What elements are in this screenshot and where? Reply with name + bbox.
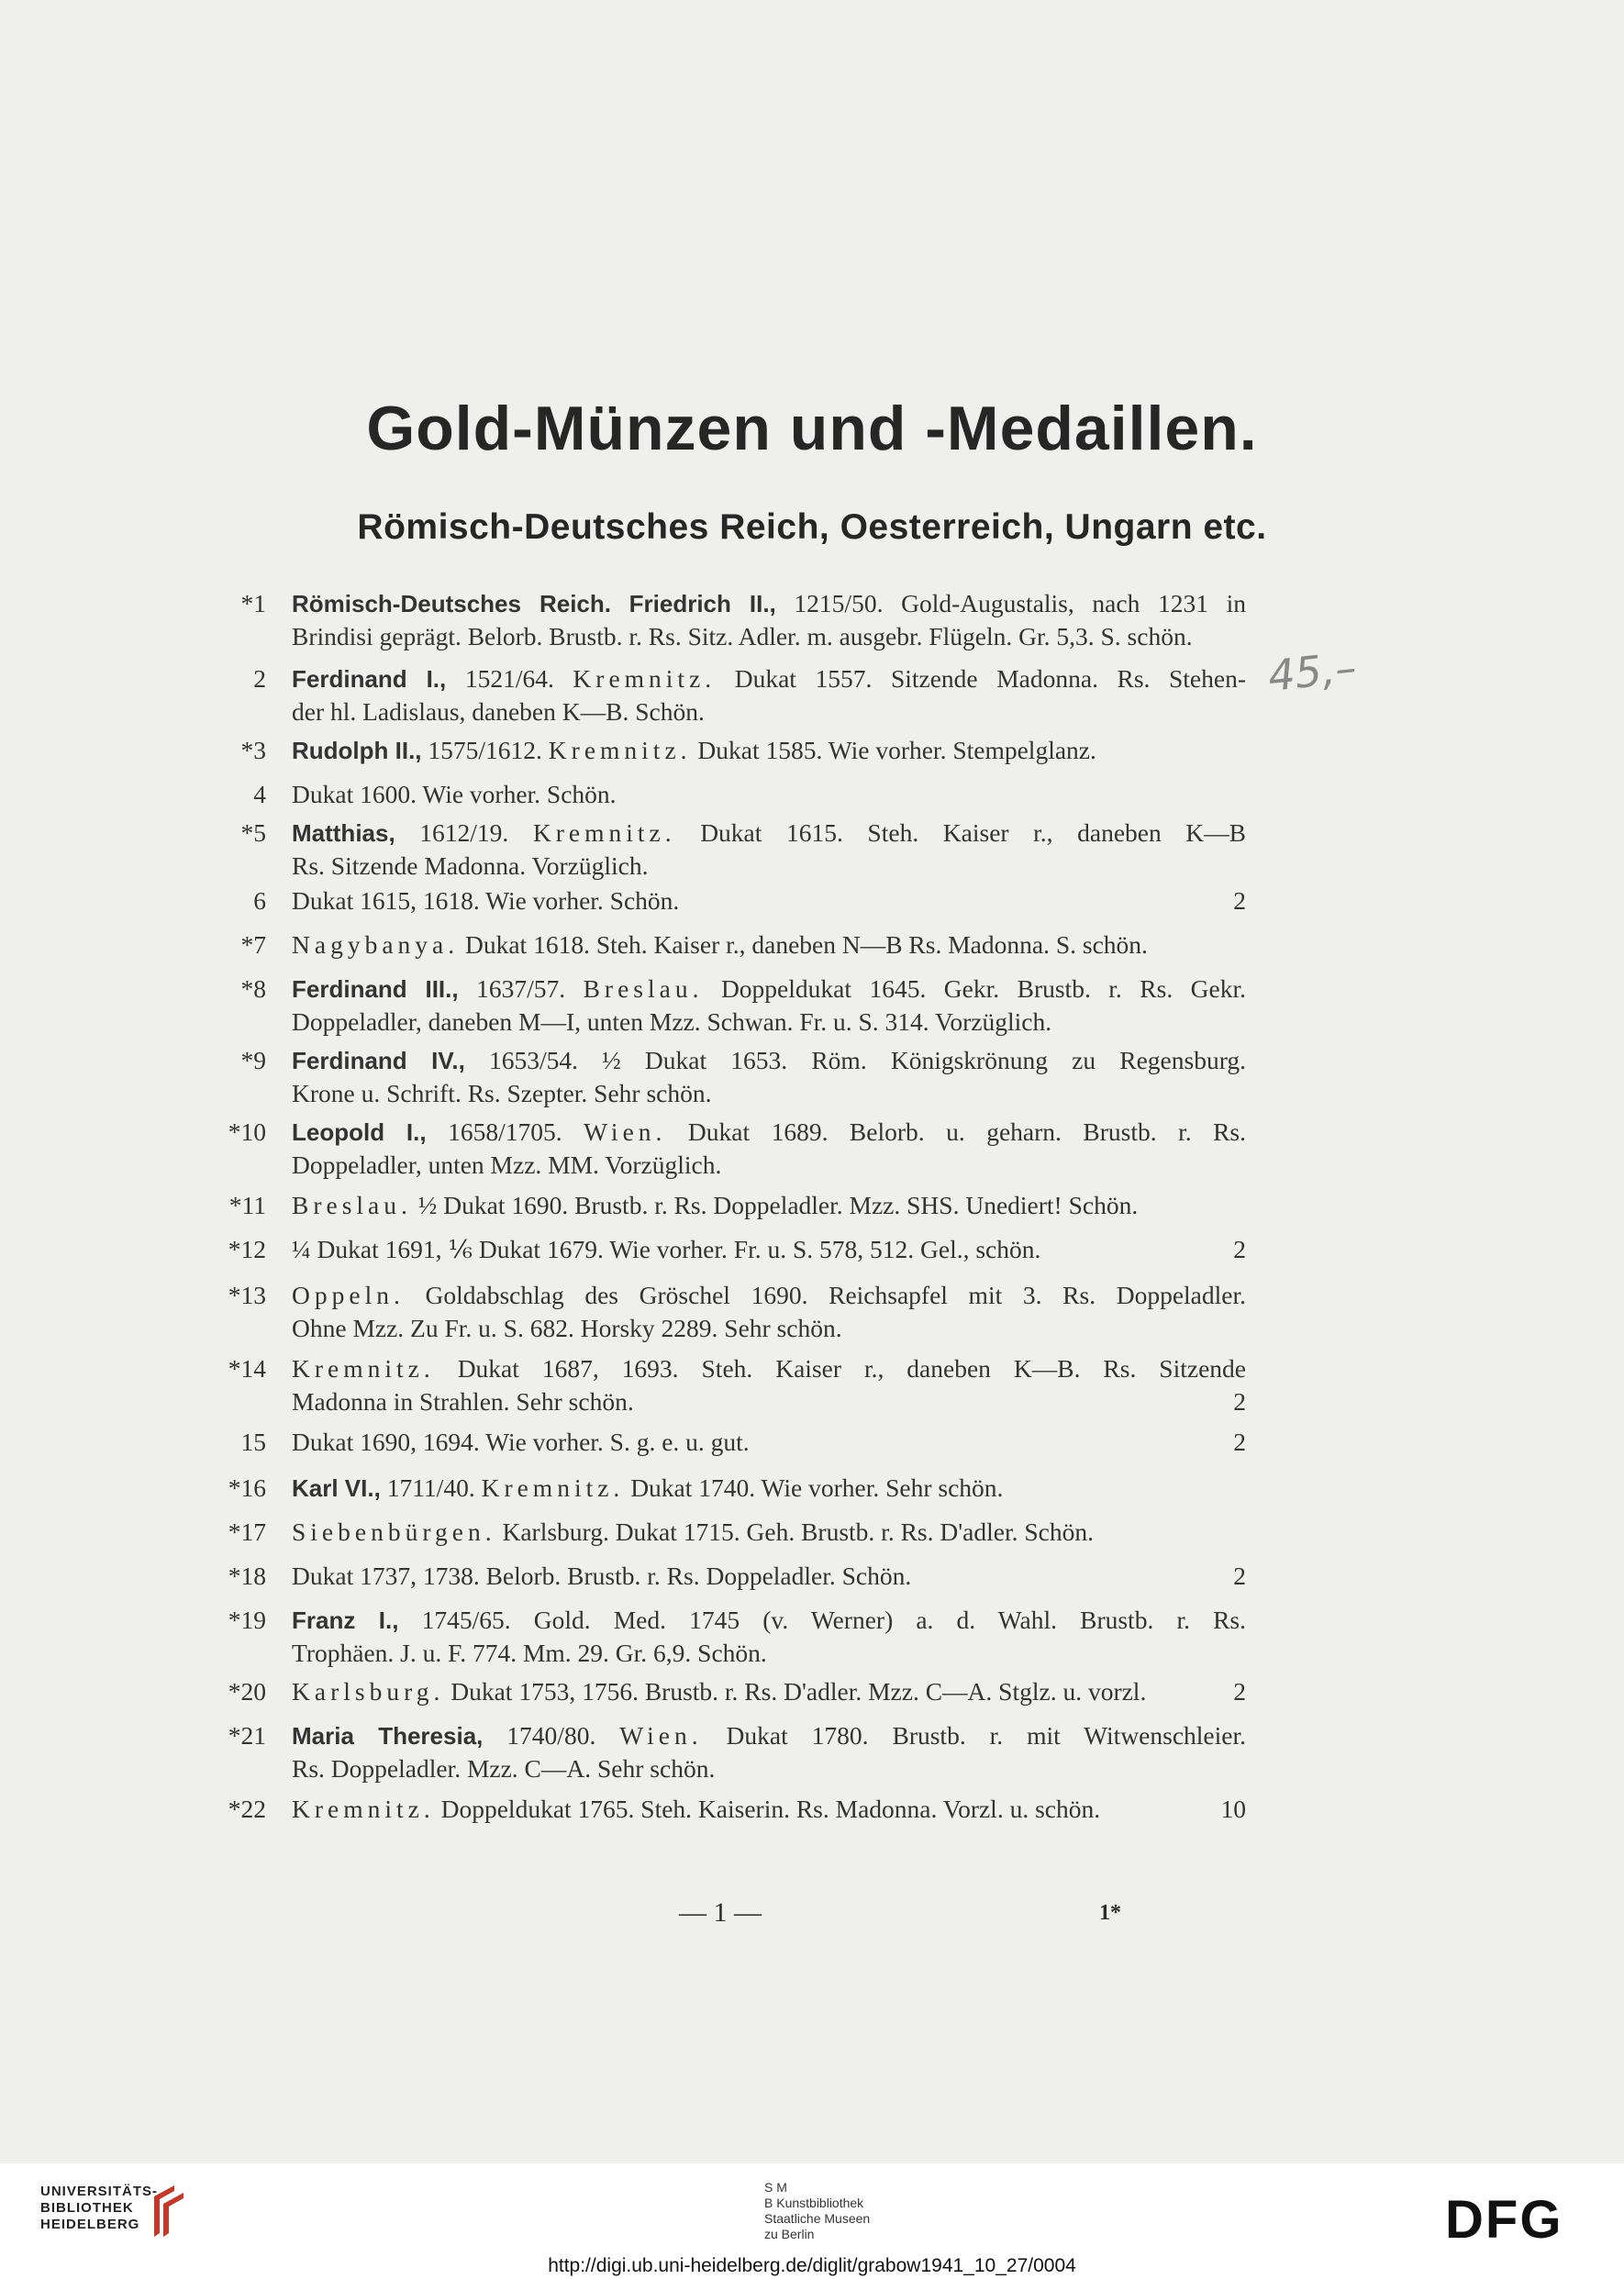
dfg-logo: DFG (1445, 2190, 1563, 2250)
mint-name: Kremnitz. (532, 818, 676, 847)
ruler-name: Matthias, (292, 819, 395, 847)
lot-description (292, 587, 1246, 653)
description-text: der hl. Ladislaus, daneben K—B. Schön. (292, 697, 705, 726)
description-line (292, 1006, 1246, 1039)
description-text: Dukat 1615. Steh. Kaiser r., daneben K—B (675, 818, 1247, 847)
ruler-name: Ferdinand IV., (292, 1047, 465, 1074)
lot-number: 2 (253, 664, 266, 693)
lot-number: *5 (240, 818, 266, 847)
library-name: UNIVERSITÄTS- BIBLIOTHEK HEIDELBERG (40, 2184, 159, 2232)
page-title: Gold-Münzen und -Medaillen. (366, 394, 1258, 463)
description-text: 1575/1612. (421, 736, 549, 764)
description-text: Dukat 1690, 1694. Wie vorher. S. g. e. u. gut. (292, 1428, 750, 1456)
source-url-link[interactable]: http://digi.ub.uni-heidelberg.de/diglit/grabow1941_10_27/0004 (548, 2255, 1076, 2276)
lot-description (292, 1116, 1246, 1182)
lot-number: *14 (228, 1354, 266, 1383)
lot-count: 2 (1233, 1428, 1246, 1456)
description-line (292, 1077, 1246, 1110)
description-line (292, 850, 1246, 883)
description-text: Dukat 1753, 1756. Brustb. r. Rs. D'adler. Mzz. C—A. Stglz. u. vorzl. (444, 1677, 1147, 1706)
lot-number: *10 (228, 1117, 266, 1146)
lot-description (292, 817, 1246, 883)
description-text: Trophäen. J. u. F. 774. Mm. 29. Gr. 6,9. Schön. (292, 1639, 767, 1667)
lot-number: 6 (253, 886, 266, 915)
lot-description (292, 884, 1246, 917)
lot-description (292, 1675, 1246, 1708)
lot-number: *12 (228, 1235, 266, 1263)
description-text: Dukat 1780. Brustb. r. mit Witwenschleier. (702, 1721, 1247, 1750)
ruler-name: Leopold I., (292, 1118, 427, 1146)
lot-count: 2 (1233, 1235, 1246, 1263)
lot-description (292, 1426, 1246, 1459)
ruler-name: Franz I., (292, 1606, 399, 1634)
description-text: Dukat 1618. Steh. Kaiser r., daneben N—B Rs. Madonna. S. schön. (459, 930, 1148, 959)
lot-description (292, 734, 1246, 767)
description-text (611, 589, 629, 617)
description-text: ¼ Dukat 1691, ⅙ Dukat 1679. Wie vorher. Fr. u. S. 578, 512. Gel., schön. (292, 1235, 1041, 1263)
description-line (292, 1044, 1246, 1077)
lot-description (292, 973, 1246, 1039)
lot-count: 2 (1233, 1562, 1246, 1590)
description-text: 1745/65. Gold. Med. 1745 (v. Werner) a. d. Wahl. Brustb. r. Rs. (398, 1606, 1246, 1634)
lot-count: 2 (1233, 886, 1246, 915)
description-text: Rs. Sitzende Madonna. Vorzüglich. (292, 851, 649, 880)
description-line (292, 1189, 1246, 1222)
ruler-name: Ferdinand I., (292, 665, 447, 693)
description-text: Goldabschlag des Gröschel 1690. Reichsapfel mit 3. Rs. Doppeladler. (404, 1281, 1246, 1309)
ruler-name: Friedrich II., (628, 590, 776, 617)
description-line (292, 1385, 1246, 1418)
description-text: Dukat 1687, 1693. Steh. Kaiser r., daneben K—B. Rs. Sitzende (434, 1354, 1246, 1383)
mint-name: Siebenbürgen. (292, 1517, 496, 1546)
description-line (292, 1752, 1246, 1785)
description-text: Doppeladler, unten Mzz. MM. Vorzüglich. (292, 1151, 722, 1179)
description-line (292, 1116, 1246, 1149)
description-line (292, 1279, 1246, 1312)
description-line (292, 620, 1246, 653)
mint-name: Breslau. (292, 1191, 412, 1219)
lot-description (292, 1279, 1246, 1345)
description-text: Ohne Mzz. Zu Fr. u. S. 682. Horsky 2289. Sehr schön. (292, 1314, 842, 1342)
mint-name: Kremnitz. (292, 1354, 435, 1383)
description-text: 1653/54. ½ Dukat 1653. Röm. Königskrönung zu Regensburg. (464, 1046, 1246, 1074)
lot-number: *8 (240, 974, 266, 1003)
mint-name: Kremnitz. (292, 1795, 435, 1823)
lot-description (292, 1516, 1246, 1549)
description-text: ½ Dukat 1690. Brustb. r. Rs. Doppeladler. Mzz. SHS. Unediert! Schön. (411, 1191, 1139, 1219)
description-text: Dukat 1737, 1738. Belorb. Brustb. r. Rs. Doppeladler. Schön. (292, 1562, 912, 1590)
description-text: Dukat 1615, 1618. Wie vorher. Schön. (292, 886, 680, 915)
description-line (292, 734, 1246, 767)
description-text: Dukat 1740. Wie vorher. Sehr schön. (624, 1473, 1004, 1502)
mint-name: Oppeln. (292, 1281, 405, 1309)
mint-name: Kremnitz. (573, 664, 717, 693)
description-line (292, 1149, 1246, 1182)
description-text: Doppeldukat 1645. Gekr. Brustb. r. Rs. Gekr. (703, 974, 1247, 1003)
description-text: Rs. Doppeladler. Mzz. C—A. Sehr schön. (292, 1754, 716, 1783)
description-text: 1740/80. (483, 1721, 620, 1750)
lot-number: 4 (253, 780, 266, 808)
ruler-name: Rudolph II., (292, 737, 422, 764)
lot-number: *11 (228, 1191, 266, 1219)
lot-description (292, 1044, 1246, 1110)
description-text: 1521/64. (446, 664, 573, 693)
description-text: 1711/40. (380, 1473, 482, 1502)
description-line (292, 662, 1246, 695)
ruler-name: Römisch-Deutsches Reich. (292, 590, 611, 617)
description-line (292, 1637, 1246, 1670)
mint-name: Wien. (619, 1721, 703, 1750)
description-line (292, 928, 1246, 962)
lot-number: *22 (228, 1795, 266, 1823)
description-line (292, 1719, 1246, 1752)
description-text: Brindisi geprägt. Belorb. Brustb. r. Rs. Sitz. Adler. m. ausgebr. Flügeln. Gr. 5,3. S. schön. (292, 622, 1193, 650)
description-text: Doppeldukat 1765. Steh. Kaiserin. Rs. Madonna. Vorzl. u. schön. (434, 1795, 1101, 1823)
description-text: 1612/19. (395, 818, 533, 847)
lot-description (292, 1560, 1246, 1593)
ruler-name: Ferdinand III., (292, 975, 459, 1003)
section-subtitle: Römisch-Deutsches Reich, Oesterreich, Ungarn etc. (357, 507, 1267, 547)
lot-number: *18 (228, 1562, 266, 1590)
description-text: Doppeladler, daneben M—I, unten Mzz. Schwan. Fr. u. S. 314. Vorzüglich. (292, 1007, 1052, 1036)
description-text: Dukat 1600. Wie vorher. Schön. (292, 780, 617, 808)
lot-number: *3 (240, 736, 266, 764)
description-text: 1658/1705. (426, 1117, 584, 1146)
museum-stamp: S M B Kunstbibliothek Staatliche Museen zu Berlin (764, 2180, 871, 2241)
lot-count: 2 (1233, 1677, 1246, 1706)
description-line (292, 1426, 1246, 1459)
description-text: Dukat 1689. Belorb. u. geharn. Brustb. r. Rs. (666, 1117, 1246, 1146)
lot-description (292, 1472, 1246, 1505)
description-line (292, 1233, 1246, 1266)
description-text: Dukat 1585. Wie vorher. Stempelglanz. (691, 736, 1096, 764)
lot-description (292, 1604, 1246, 1670)
lot-number: *7 (240, 930, 266, 959)
mint-name: Kremnitz. (481, 1473, 625, 1502)
lot-count: 10 (1220, 1795, 1246, 1823)
signature-mark: 1* (1099, 1901, 1121, 1925)
lot-description (292, 778, 1246, 811)
lot-number: 15 (240, 1428, 266, 1456)
description-text: 1637/57. (458, 974, 584, 1003)
ruler-name: Maria Theresia, (292, 1722, 484, 1750)
description-line (292, 1604, 1246, 1637)
description-text: 1215/50. Gold-Augustalis, nach 1231 in (775, 589, 1246, 617)
library-logo-icon (147, 2182, 191, 2240)
description-line (292, 1516, 1246, 1549)
description-line (292, 587, 1246, 620)
lot-count: 2 (1233, 1387, 1246, 1416)
lot-description (292, 1189, 1246, 1222)
description-line (292, 695, 1246, 728)
description-line (292, 778, 1246, 811)
description-line (292, 817, 1246, 850)
mint-name: Karlsburg. (292, 1677, 445, 1706)
description-line (292, 1312, 1246, 1345)
lot-number: *1 (240, 589, 266, 617)
lot-number: *9 (240, 1046, 266, 1074)
handwritten-price-note: 45,– (1265, 642, 1359, 701)
lot-description (292, 1233, 1246, 1266)
description-line (292, 1793, 1246, 1826)
lot-description (292, 1352, 1246, 1418)
lot-description (292, 1793, 1246, 1826)
description-text: Dukat 1557. Sitzende Madonna. Rs. Stehen- (716, 664, 1246, 693)
lot-number: *21 (228, 1721, 266, 1750)
mint-name: Nagybanya. (292, 930, 460, 959)
lot-description (292, 928, 1246, 962)
mint-name: Kremnitz. (548, 736, 692, 764)
description-line (292, 1675, 1246, 1708)
description-line (292, 973, 1246, 1006)
lot-number: *20 (228, 1677, 266, 1706)
description-text: Karlsburg. Dukat 1715. Geh. Brustb. r. Rs. D'adler. Schön. (495, 1517, 1094, 1546)
lot-number: *19 (228, 1606, 266, 1634)
mint-name: Breslau. (583, 974, 704, 1003)
lot-number: *16 (228, 1473, 266, 1502)
lot-number: *13 (228, 1281, 266, 1309)
page-number: — 1 — (679, 1897, 762, 1928)
description-line (292, 1560, 1246, 1593)
mint-name: Wien. (584, 1117, 667, 1146)
digitization-footer (0, 2163, 1624, 2279)
ruler-name: Karl VI., (292, 1474, 381, 1502)
description-line (292, 884, 1246, 917)
description-text: Krone u. Schrift. Rs. Szepter. Sehr schön. (292, 1079, 712, 1107)
description-line (292, 1472, 1246, 1505)
lot-number: *17 (228, 1517, 266, 1546)
lot-description (292, 662, 1246, 728)
lot-description (292, 1719, 1246, 1785)
description-text: Madonna in Strahlen. Sehr schön. (292, 1387, 634, 1416)
description-line (292, 1352, 1246, 1385)
